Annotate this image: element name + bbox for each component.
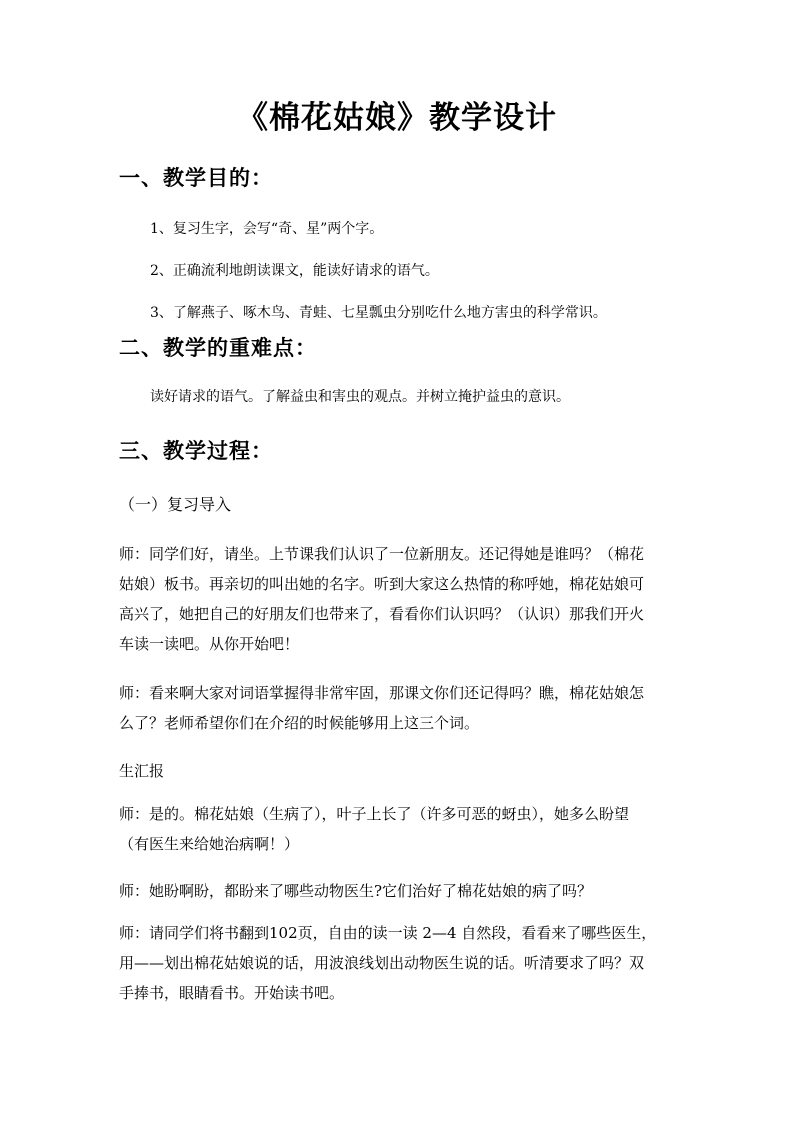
objective-item-1: 1、复习生字，会写“奇、星”两个字。	[150, 221, 384, 237]
paragraph-line: 生汇报	[119, 762, 165, 780]
paragraph-line: 手捧书，眼睛看书。开始读书吧。	[119, 984, 345, 1002]
paragraph-3	[119, 756, 679, 786]
paragraph-2	[119, 678, 679, 738]
paragraph-line: 师：她盼啊盼，都盼来了哪些动物医生?它们治好了棉花姑娘的病了吗？	[119, 882, 593, 900]
paragraph-line: 姑娘）板书。再亲切的叫出她的名字。听到大家这么热情的称呼她，棉花姑娘可	[119, 575, 645, 593]
paragraph-line: 用——划出棉花姑娘说的话，用波浪线划出动物医生说的话。听清要求了吗？双	[119, 954, 645, 972]
paragraph-line: 车读一读吧。从你开始吧！	[119, 635, 300, 653]
objective-item-2: 2、正确流利地朗读课文，能读好请求的语气。	[150, 263, 439, 279]
paragraph-6	[119, 918, 679, 1008]
section-heading-process: 三、教学过程：	[119, 438, 273, 463]
paragraph-line: （有医生来给她治病啊！）	[119, 835, 300, 853]
subsection-heading-review: （一）复习导入	[119, 495, 232, 514]
paragraph-line: 师：同学们好，请坐。上节课我们认识了一位新朋友。还记得她是谁吗？（棉花	[119, 545, 645, 563]
document-title: 《棉花姑娘》教学设计	[237, 100, 557, 136]
objective-item-3: 3、了解燕子、啄木鸟、青蛙、七星瓢虫分别吃什么地方害虫的科学常识。	[150, 305, 607, 321]
key-points-text: 读好请求的语气。了解益虫和害虫的观点。并树立掩护益虫的意识。	[150, 389, 570, 405]
paragraph-line: 高兴了，她把自己的好朋友们也带来了，看看你们认识吗？（认识）那我们开火	[119, 605, 645, 623]
paragraph-5	[119, 876, 679, 906]
paragraph-4	[119, 799, 679, 859]
paragraph-line: 么了？老师希望你们在介绍的时候能够用上这三个词。	[119, 714, 480, 732]
section-heading-objectives: 一、教学目的：	[119, 165, 273, 190]
paragraph-line: 师：是的。棉花姑娘（生病了），叶子上长了（许多可恶的蚜虫），她多么盼望	[119, 805, 630, 823]
paragraph-1	[119, 539, 679, 659]
paragraph-line: 师：看来啊大家对词语掌握得非常牢固，那课文你们还记得吗？瞧，棉花姑娘怎	[119, 684, 645, 702]
paragraph-line: 师：请同学们将书翻到102页，自由的读一读 2—4 自然段，看看来了哪些医生，	[119, 924, 657, 942]
section-heading-key-points: 二、教学的重难点：	[119, 335, 317, 360]
